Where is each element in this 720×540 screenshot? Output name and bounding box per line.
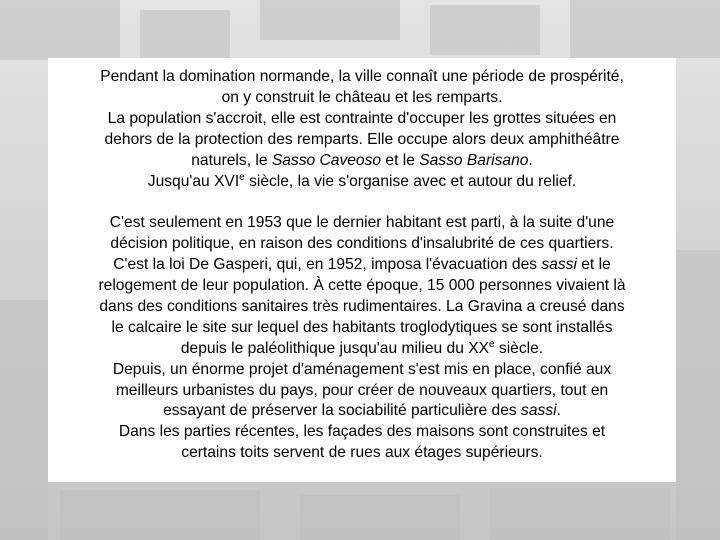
text-run: C'est la loi De Gasperi, qui, en 1952, imposa l'évacuation des <box>113 256 542 274</box>
text-line: relogement de leur population. À cette époque, 15 000 personnes vivaient là <box>98 277 626 295</box>
text-line <box>54 151 670 172</box>
text-line: dans des conditions sanitaires très rudimentaires. La Gravina a creusé dans <box>99 297 625 315</box>
photo-building-shape <box>260 0 400 40</box>
paragraph-gap <box>54 192 670 213</box>
text-line: Dans les parties récentes, les façades des maisons sont construites et <box>118 423 606 441</box>
sassi-italic: sassi <box>541 256 577 274</box>
text-line <box>54 255 670 276</box>
text-line <box>54 401 670 422</box>
text-line: Pendant la domination normande, la ville connaît une période de prospérité, <box>100 68 624 85</box>
sassi-italic: sassi <box>521 402 557 420</box>
text-run: . <box>528 151 533 169</box>
photo-building-shape <box>0 300 48 540</box>
text-line: on y construit le château et les remparts. <box>221 88 503 106</box>
photo-building-shape <box>676 250 720 540</box>
superscript: e <box>489 338 495 350</box>
text-line: le calcaire le site sur lequel des habitants troglodytiques se sont installés <box>111 318 613 336</box>
text-line: certains toits servent de rues aux étages supérieurs. <box>181 444 543 462</box>
photo-building-shape <box>430 5 540 55</box>
text-line: La population s'accroit, elle est contrainte d'occuper les grottes situées en <box>107 109 617 127</box>
text-line: Depuis, un énorme projet d'aménagement s'est mis en place, confié aux <box>112 360 612 378</box>
photo-building-shape <box>490 488 670 540</box>
text-panel <box>48 58 676 482</box>
text-run: et le <box>381 151 420 169</box>
text-run: . <box>556 402 561 420</box>
text-run: essayant de préserver la sociabilité particulière des <box>163 402 522 420</box>
text-line: meilleurs urbanistes du pays, pour créer de nouveaux quartiers, tout en <box>115 381 609 399</box>
photo-building-shape <box>300 495 460 540</box>
place-name-italic: Sasso Barisano <box>419 151 529 169</box>
text-line: décision politique, en raison des conditions d'insalubrité de ces quartiers. <box>110 235 614 253</box>
text-run: Jusqu'au XVI <box>147 172 240 190</box>
photo-building-shape <box>60 490 260 540</box>
text-line <box>54 339 670 360</box>
text-line: C'est seulement en 1953 que le dernier habitant est parti, à la suite d'une <box>109 214 615 232</box>
photo-building-shape <box>570 0 720 58</box>
paragraph-evacuation <box>54 213 670 464</box>
photo-building-shape <box>0 0 120 60</box>
text-run: depuis le paléolithique jusqu'au milieu du XX <box>180 339 490 357</box>
place-name-italic: Sasso Caveoso <box>271 151 382 169</box>
text-run: siècle. <box>494 339 544 357</box>
paragraph-normandy <box>54 67 670 192</box>
text-line: dehors de la protection des remparts. Elle occupe alors deux amphithéâtre <box>104 130 620 148</box>
photo-building-shape <box>140 10 230 58</box>
text-run: et le <box>576 256 611 274</box>
text-line <box>54 172 670 193</box>
text-run: siècle, la vie s'organise avec et autour du relief. <box>244 172 577 190</box>
superscript: e <box>239 171 245 183</box>
text-run: naturels, le <box>191 151 272 169</box>
